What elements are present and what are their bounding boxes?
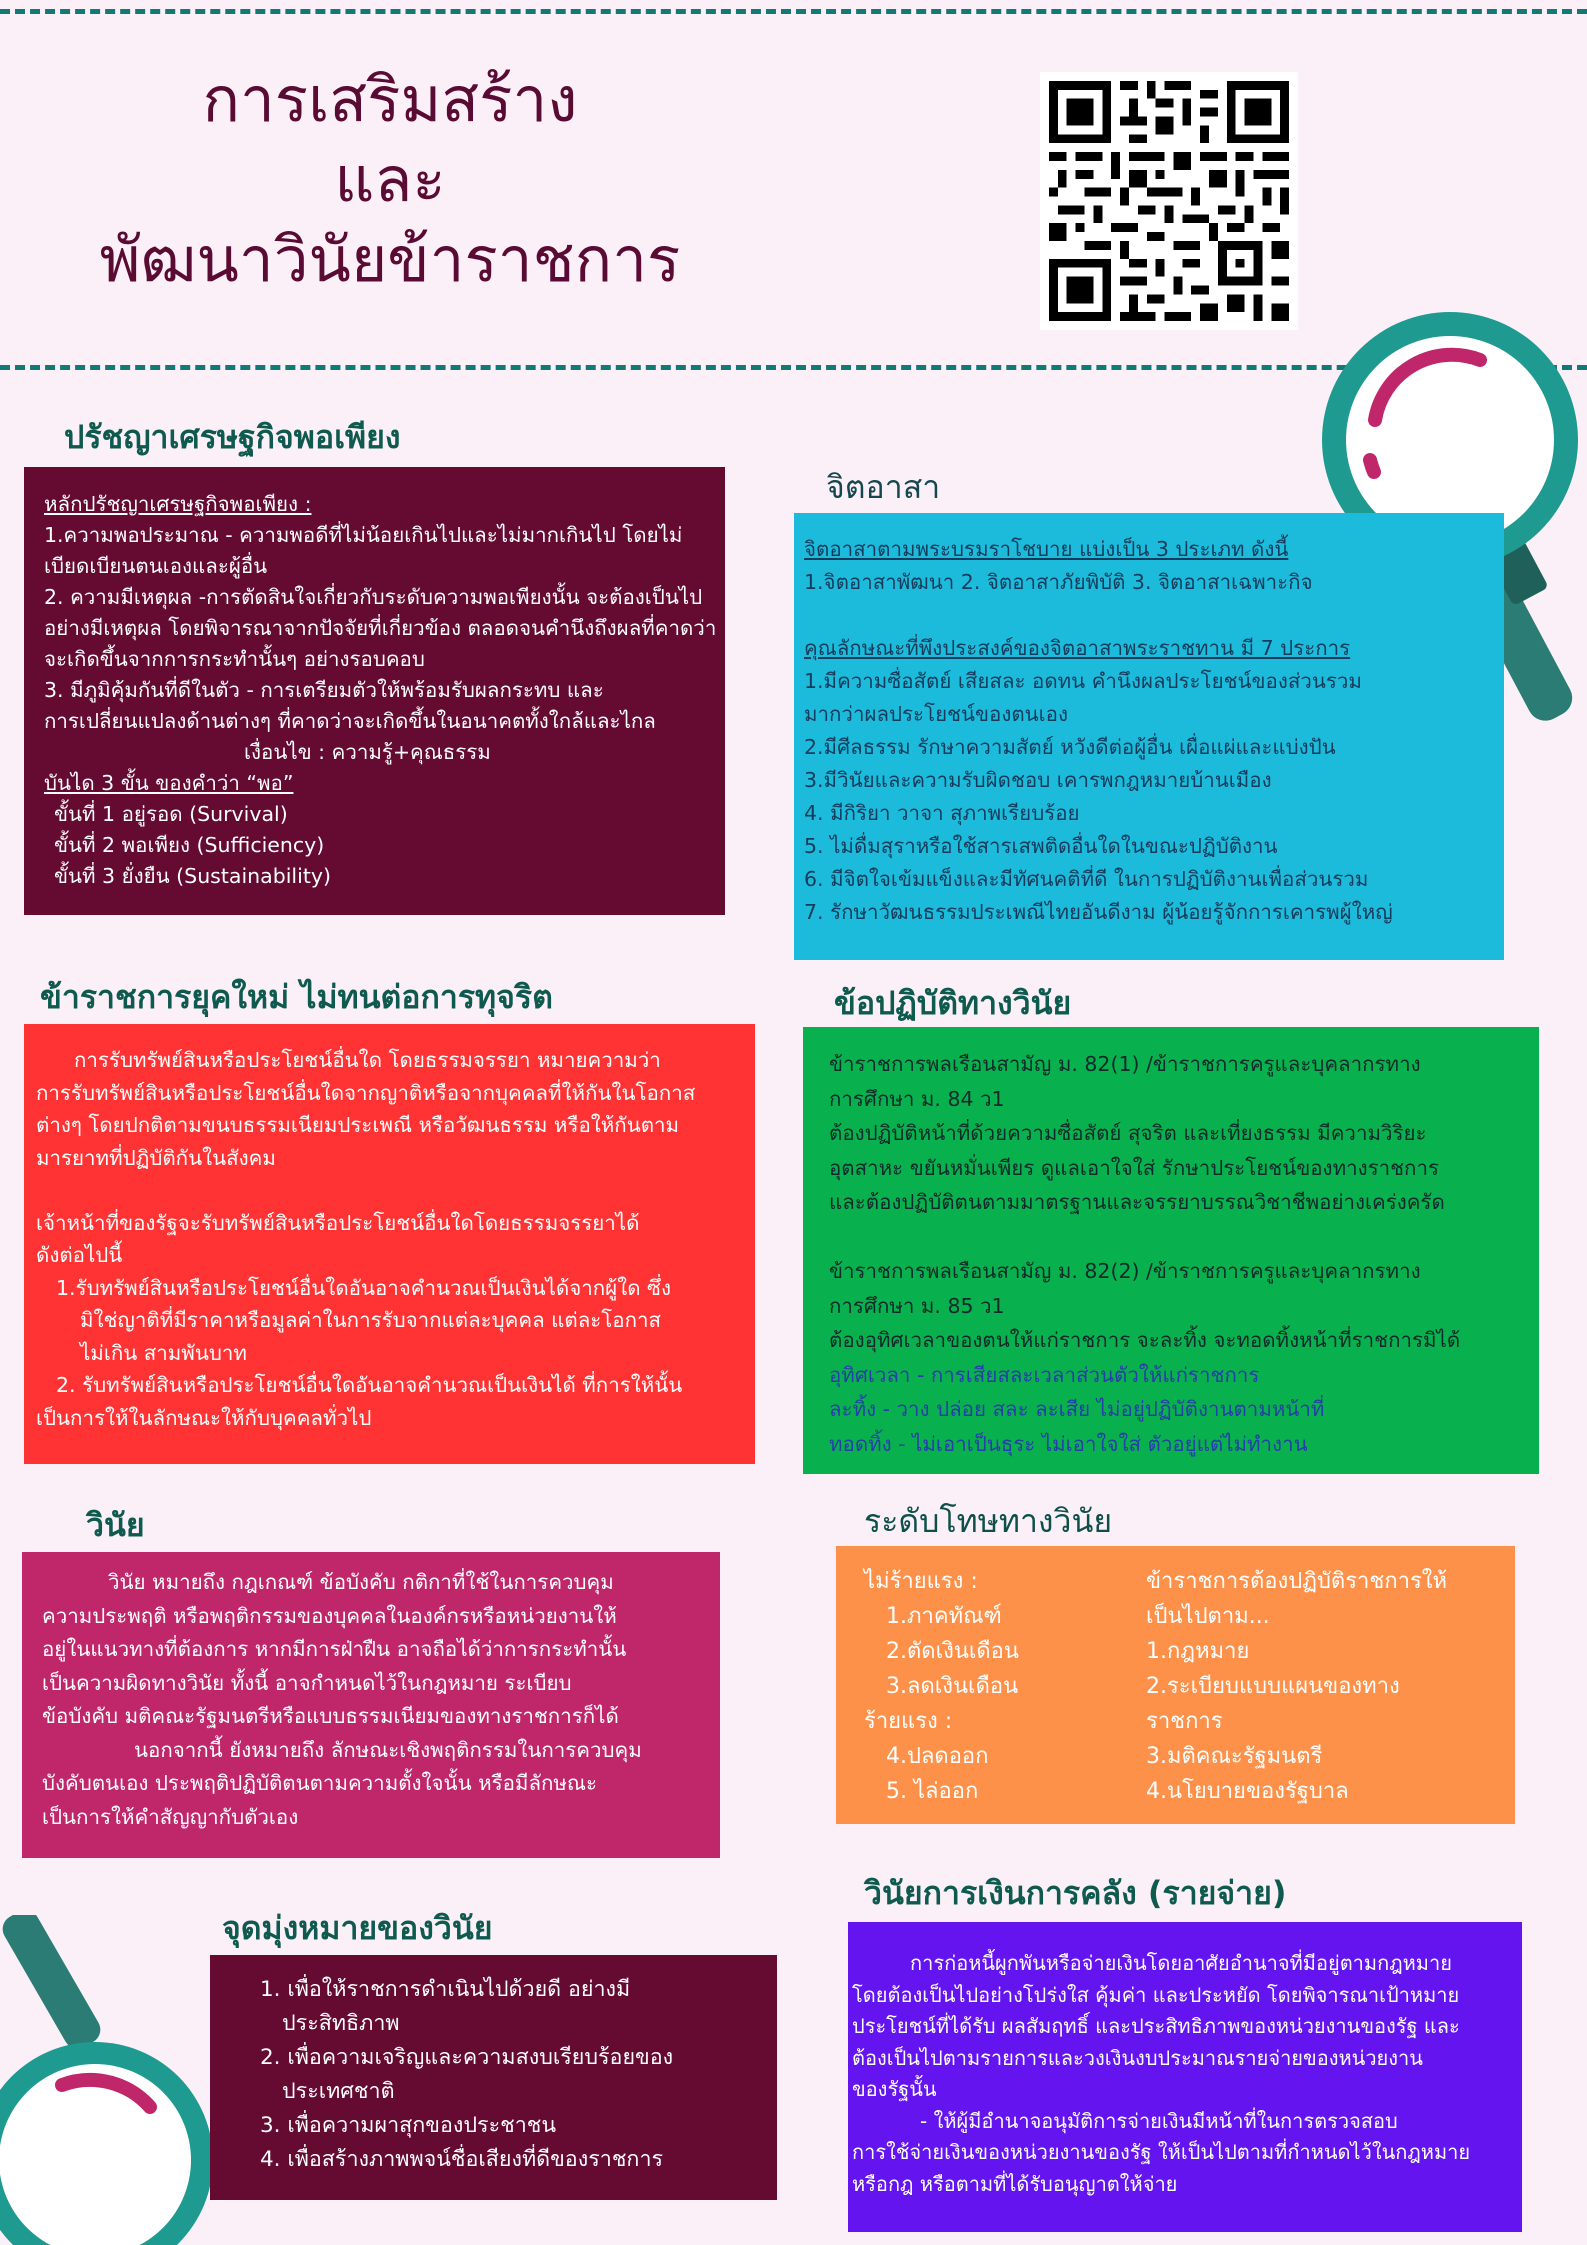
text-line: โดยต้องเป็นไปอย่างโปร่งใส คุ้มค่า และประหยัด โดยพิจารณาเป้าหมาย <box>852 1982 1460 2007</box>
text-line: หรือกฎ หรือตามที่ได้รับอนุญาตให้จ่าย <box>852 2171 1178 2196</box>
text-line: 1. เพื่อให้ราชการดำเนินไปด้วยดี อย่างมี <box>260 1977 631 2002</box>
text-line: นอกจากนี้ ยังหมายถึง ลักษณะเชิงพฤติกรรมในการควบคุม <box>134 1737 642 1762</box>
heading-practice: ข้อปฏิบัติทางวินัย <box>834 984 1072 1022</box>
text-line: การศึกษา ม. 85 ว1 <box>829 1293 1005 1318</box>
text-line: 1.จิตอาสาพัฒนา 2. จิตอาสาภัยพิบัติ 3. จิตอาสาเฉพาะกิจ <box>804 570 1313 594</box>
text-line: 4.ปลดออก <box>886 1744 989 1769</box>
text-line: ราชการ <box>1146 1709 1223 1734</box>
text-line: การก่อหนี้ผูกพันหรือจ่ายเงินโดยอาศัยอำนาจที่มีอยู่ตามกฎหมาย <box>910 1951 1452 1975</box>
text-line: อุทิศเวลา - การเสียสละเวลาส่วนตัวให้แก่ราชการ <box>829 1362 1260 1387</box>
text-line: อุตสาหะ ขยันหมั่นเพียร ดูแลเอาใจใส่ รักษาประโยชน์ของทางราชการ <box>829 1155 1439 1180</box>
text-line: มิใช่ญาติที่มีราคาหรือมูลค่าในการรับจากแต่ละบุคคล แต่ละโอกาส <box>80 1308 662 1332</box>
text-line: ขั้นที่ 3 ยั่งยืน (Sustainability) <box>54 864 331 888</box>
heading-anticorruption: ข้าราชการยุคใหม่ ไม่ทนต่อการทุจริต <box>40 978 553 1016</box>
text-line: ประโยชน์ที่ได้รับ ผลสัมฤทธิ์ และประสิทธิภาพของหน่วยงานของรัฐ และ <box>852 2014 1460 2038</box>
text-line: เป็นไปตาม... <box>1146 1604 1270 1629</box>
text-line: บังคับตนเอง ประพฤติปฏิบัติตนตามความตั้งใจนั้น หรือมีลักษณะ <box>42 1771 597 1795</box>
text-line: 3.มติคณะรัฐมนตรี <box>1146 1744 1323 1769</box>
text-line: เป็นการให้คำสัญญากับตัวเอง <box>42 1804 299 1829</box>
text-line: จะเกิดขึ้นจากการกระทำนั้นๆ อย่างรอบคอบ <box>44 647 425 671</box>
box-finance <box>848 1922 1522 2232</box>
text-line: บันได 3 ขั้น ของคำว่า “พอ” <box>44 771 294 795</box>
text-line: ความประพฤติ หรือพฤติกรรมของบุคคลในองค์กรหรือหน่วยงานให้ <box>42 1603 617 1628</box>
text-line: เงื่อนไข : ความรู้+คุณธรรม <box>244 740 491 764</box>
text-line: เบียดเบียนตนเองและผู้อื่น <box>44 554 268 578</box>
text-line: 3. มีภูมิคุ้มกันที่ดีในตัว - การเตรียมตัวให้พร้อมรับผลกระทบ และ <box>44 678 604 702</box>
text-line <box>804 599 1494 632</box>
box-anticorruption <box>24 1024 755 1464</box>
penalty-left-col <box>864 1564 1019 1809</box>
text-line: 2. เพื่อความเจริญและความสงบเรียบร้อยของ <box>260 2045 674 2070</box>
text-line: 1.รับทรัพย์สินหรือประโยชน์อื่นใดอันอาจคำนวณเป็นเงินได้จากผู้ใด ซึ่ง <box>56 1275 671 1300</box>
text-line: ละทิ้ง - วาง ปล่อย สละ ละเสีย ไม่อยู่ปฏิบัติงานตามหน้าที่ <box>829 1397 1325 1421</box>
text-line: ประสิทธิภาพ <box>282 2011 400 2036</box>
text-line: การรับทรัพย์สินหรือประโยชน์อื่นใดจากญาติหรือจากบุคคลที่ให้กันในโอกาส <box>36 1080 696 1105</box>
text-line: 3.ลดเงินเดือน <box>886 1674 1019 1699</box>
text-line: อย่างมีเหตุผล โดยพิจารณาจากปัจจัยที่เกี่ยวข้อง ตลอดจนคำนึงถึงผลที่คาดว่า <box>44 616 717 640</box>
heading-volunteer: จิตอาสา <box>826 468 941 506</box>
text-line: 4. เพื่อสร้างภาพพจน์ชื่อเสียงที่ดีของราชการ <box>260 2147 664 2172</box>
text-line: มากว่าผลประโยชน์ของตนเอง <box>804 702 1069 726</box>
text-line: ข้าราชการพลเรือนสามัญ ม. 82(1) /ข้าราชการครูและบุคลากรทาง <box>829 1052 1421 1076</box>
text-line: ขั้นที่ 1 อยู่รอด (Survival) <box>54 802 288 826</box>
text-line: - ให้ผู้มีอำนาจอนุมัติการจ่ายเงินมีหน้าที่ในการตรวจสอบ <box>920 2108 1398 2133</box>
box-penalty <box>836 1546 1515 1824</box>
text-line: การศึกษา ม. 84 ว1 <box>829 1086 1005 1111</box>
text-line: วินัย หมายถึง กฎเกณฑ์ ข้อบังคับ กติกาที่ใช้ในการควบคุม <box>108 1570 614 1594</box>
text-line: และต้องปฏิบัติตนตามมาตรฐานและจรรยาบรรณวิชาชีพอย่างเคร่งครัด <box>829 1190 1445 1214</box>
box-practice <box>803 1027 1539 1474</box>
text-line: 2.ระเบียบแบบแผนของทาง <box>1146 1674 1400 1699</box>
title-line-2: และ <box>334 143 446 216</box>
box-discipline <box>22 1552 720 1858</box>
text-line: 6. มีจิตใจเข้มแข็งและมีทัศนคติที่ดี ในการปฏิบัติงานเพื่อส่วนรวม <box>804 867 1369 891</box>
penalty-right-col <box>1146 1564 1447 1809</box>
text-line: ประเทศชาติ <box>282 2079 395 2104</box>
text-line: การใช้จ่ายเงินของหน่วยงานของรัฐ ให้เป็นไปตามที่กำหนดไว้ในกฎหมาย <box>852 2140 1471 2164</box>
box-economy <box>24 467 725 915</box>
text-line: ข้าราชการต้องปฏิบัติราชการให้ <box>1146 1569 1448 1594</box>
text-line: หลักปรัชญาเศรษฐกิจพอเพียง : <box>44 492 312 516</box>
text-line: ต้องปฏิบัติหน้าที่ด้วยความซื่อสัตย์ สุจริต และเที่ยงธรรม มีความวิริยะ <box>829 1121 1427 1145</box>
heading-finance: วินัยการเงินการคลัง (รายจ่าย) <box>864 1874 1287 1912</box>
box-volunteer <box>794 513 1504 960</box>
text-line: 2.ตัดเงินเดือน <box>886 1639 1019 1664</box>
text-line: 4. มีกิริยา วาจา สุภาพเรียบร้อย <box>804 801 1080 825</box>
text-line: 3.มีวินัยและความรับผิดชอบ เคารพกฎหมายบ้านเมือง <box>804 768 1272 792</box>
heading-purpose: จุดมุ่งหมายของวินัย <box>222 1909 493 1947</box>
text-line: ขั้นที่ 2 พอเพียง (Sufficiency) <box>54 833 325 857</box>
text-line: คุณลักษณะที่พึงประสงค์ของจิตอาสาพระราชทาน มี 7 ประการ <box>804 636 1351 660</box>
page-title <box>20 60 760 300</box>
text-line: ข้าราชการพลเรือนสามัญ ม. 82(2) /ข้าราชการครูและบุคลากรทาง <box>829 1259 1421 1283</box>
heading-economy: ปรัชญาเศรษฐกิจพอเพียง <box>64 418 401 456</box>
text-line <box>829 1220 1523 1255</box>
text-line: ต้องอุทิศเวลาของตนให้แก่ราชการ จะละทิ้ง จะทอดทิ้งหน้าที่ราชการมิได้ <box>829 1328 1461 1352</box>
text-line: ข้อบังคับ มติคณะรัฐมนตรีหรือแบบธรรมเนียมของทางราชการก็ได้ <box>42 1704 619 1728</box>
text-line: ทอดทิ้ง - ไม่เอาเป็นธุระ ไม่เอาใจใส่ ตัวอยู่แต่ไม่ทำงาน <box>829 1431 1308 1456</box>
text-line: 1.ภาคทัณฑ์ <box>886 1604 1002 1629</box>
text-line: ต้องเป็นไปตามรายการและวงเงินงบประมาณรายจ่ายของหน่วยงาน <box>852 2045 1423 2070</box>
text-line: การรับทรัพย์สินหรือประโยชน์อื่นใด โดยธรรมจรรยา หมายความว่า <box>74 1048 661 1072</box>
text-line: 5. ไล่ออก <box>886 1779 979 1804</box>
text-line: จิตอาสาตามพระบรมราโชบาย แบ่งเป็น 3 ประเภท ดังนี้ <box>804 537 1289 561</box>
text-line: ไม่เกิน สามพันบาท <box>80 1340 247 1365</box>
text-line: ของรัฐนั้น <box>852 2077 937 2101</box>
heading-discipline: วินัย <box>86 1506 145 1544</box>
heading-penalty: ระดับโทษทางวินัย <box>864 1502 1113 1540</box>
text-line: 1.มีความซื่อสัตย์ เสียสละ อดทน คำนึงผลประโยชน์ของส่วนรวม <box>804 669 1362 693</box>
text-line: 2.มีศีลธรรม รักษาความสัตย์ หวังดีต่อผู้อื่น เผื่อแผ่และแบ่งปัน <box>804 735 1336 759</box>
title-line-3: พัฒนาวินัยข้าราชการ <box>99 223 681 296</box>
top-dashed-rule <box>0 9 1587 14</box>
text-line: 2. รับทรัพย์สินหรือประโยชน์อื่นใดอันอาจคำนวณเป็นเงินได้ ที่การให้นั้น <box>56 1373 683 1397</box>
text-line <box>36 1174 743 1207</box>
box-purpose <box>210 1955 777 2200</box>
text-line: 1.ความพอประมาณ - ความพอดีที่ไม่น้อยเกินไปและไม่มากเกินไป โดยไม่ <box>44 523 683 547</box>
text-line: 5. ไม่ดื่มสุราหรือใช้สารเสพติดอื่นใดในขณะปฏิบัติงาน <box>804 834 1278 858</box>
text-line: การเปลี่ยนแปลงด้านต่างๆ ที่คาดว่าจะเกิดขึ้นในอนาคตทั้งใกล้และไกล <box>44 709 656 733</box>
title-line-1: การเสริมสร้าง <box>202 63 578 136</box>
text-line: 7. รักษาวัฒนธรรมประเพณีไทยอันดีงาม ผู้น้อยรู้จักการเคารพผู้ใหญ่ <box>804 900 1393 924</box>
text-line: มารยาทที่ปฏิบัติกันในสังคม <box>36 1145 276 1170</box>
text-line: ดังต่อไปนี้ <box>36 1243 123 1267</box>
text-line: เป็นความผิดทางวินัย ทั้งนี้ อาจกำหนดไว้ในกฎหมาย ระเบียบ <box>42 1670 572 1695</box>
text-line: 1.กฎหมาย <box>1146 1639 1250 1664</box>
text-line: 3. เพื่อความผาสุกของประชาชน <box>260 2113 557 2138</box>
text-line: อยู่ในแนวทางที่ต้องการ หากมีการฝ่าฝืน อาจถือได้ว่าการกระทำนั้น <box>42 1637 627 1661</box>
text-line: ร้ายแรง : <box>864 1709 953 1734</box>
text-line: 4.นโยบายของรัฐบาล <box>1146 1779 1349 1804</box>
text-line: เป็นการให้ในลักษณะให้กับบุคคลทั่วไป <box>36 1405 372 1430</box>
text-line: ไม่ร้ายแรง : <box>864 1569 978 1594</box>
text-line: เจ้าหน้าที่ของรัฐจะรับทรัพย์สินหรือประโยชน์อื่นใดโดยธรรมจรรยาได้ <box>36 1210 640 1235</box>
qr-code-icon <box>1040 72 1298 330</box>
text-line: ต่างๆ โดยปกติตามขนบธรรมเนียมประเพณี หรือวัฒนธรรม หรือให้กันตาม <box>36 1113 680 1137</box>
text-line: 2. ความมีเหตุผล -การตัดสินใจเกี่ยวกับระดับความพอเพียงนั้น จะต้องเป็นไป <box>44 585 703 609</box>
magnifier-icon-bottom <box>0 1915 220 2245</box>
